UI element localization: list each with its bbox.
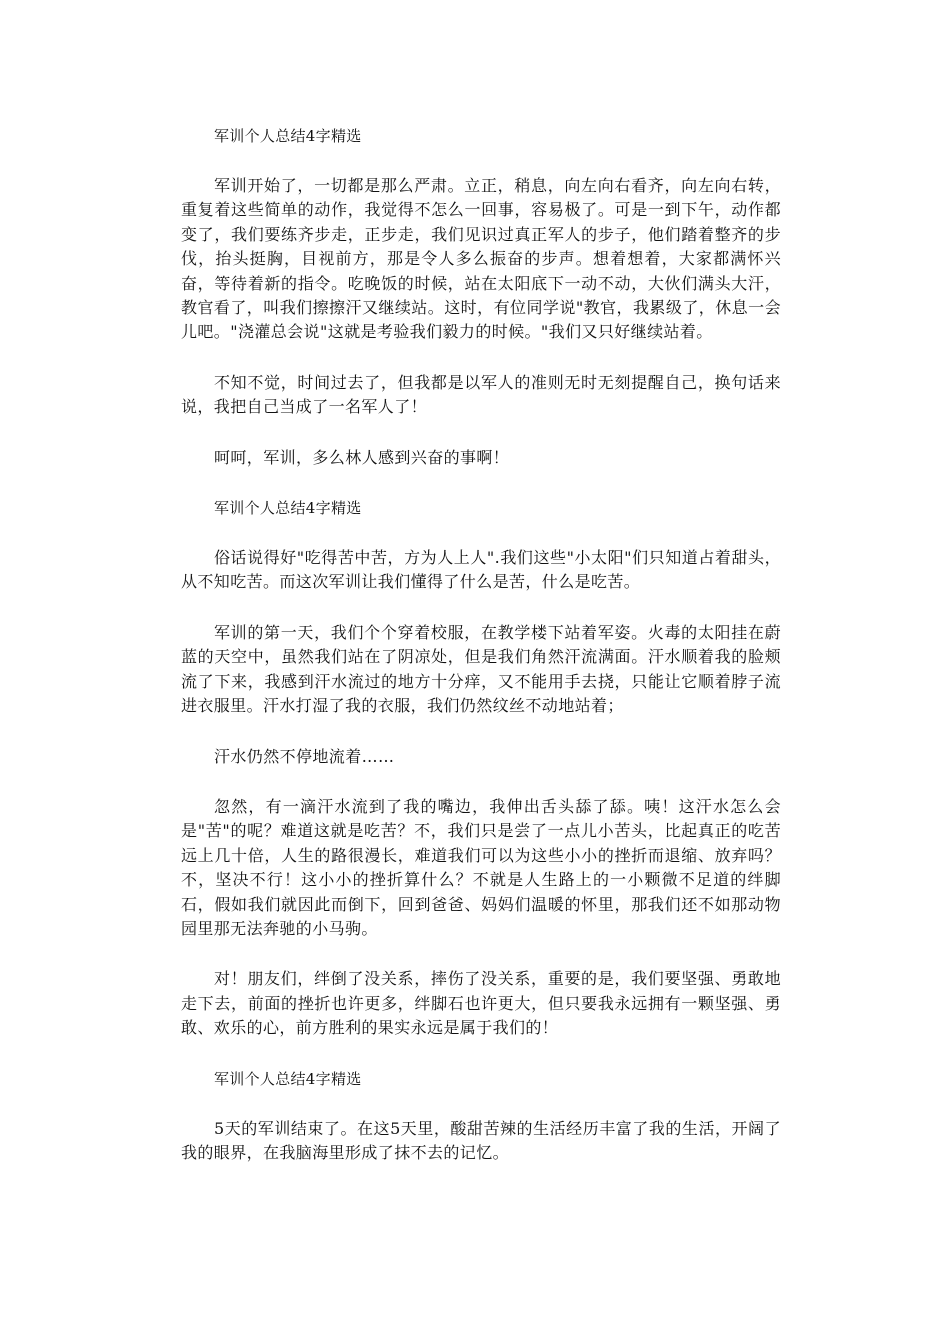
paragraph: 汗水仍然不停地流着……: [214, 746, 395, 766]
spacer: [181, 1091, 781, 1117]
document-body: [181, 124, 781, 1165]
spacer: [181, 520, 781, 546]
spacer: [181, 1041, 781, 1067]
paragraph: 呵呵，军训，多么林人感到兴奋的事啊！: [214, 447, 510, 467]
spacer: [181, 420, 781, 446]
paragraph: 俗话说得好"吃得苦中苦，方为人上人".我们这些"小太阳"们只知道占着甜头，从不知吃苦。而这次军训让我们懂得了什么是苦，什么是吃苦。: [181, 548, 781, 592]
section-title: 军训个人总结4字精选: [214, 127, 362, 145]
paragraph: 军训的第一天，我们个个穿着校服，在教学楼下站着军姿。火毒的太阳挂在蔚蓝的天空中，虽然我们站在了阴凉处，但是我们角然汗流满面。汗水顺着我的脸颊流了下来，我感到汗水流过的地方十分痒，又不能用手去挠，只能让它顺着脖子流进衣服里。汗水打湿了我的衣服，我们仍然纹丝不动地站着；: [181, 622, 781, 716]
section-title: 军训个人总结4字精选: [214, 1069, 362, 1088]
paragraph: 忽然，有一滴汗水流到了我的嘴边，我伸出舌头舔了舔。咦！这汗水怎么会是"苦"的呢？难道这就是吃苦？不，我们只是尝了一点儿小苦头，比起真正的吃苦远上几十倍，人生的路很漫长，难道我们可以为这些小小的挫折而退缩、放弃吗？不，坚决不行！这小小的挫折算什么？不就是人生路上的一小颗微不足道的绊脚石，假如我们就因此而倒下，回到爸爸、妈妈们温暖的怀里，那我们还不如那动物园里那无法奔驰的小马驹。: [181, 796, 781, 938]
spacer: [181, 719, 781, 745]
spacer: [181, 941, 781, 967]
spacer: [181, 345, 781, 371]
paragraph: 5天的军训结束了。在这5天里，酸甜苦辣的生活经历丰富了我的生活，开阔了我的眼界，在我脑海里形成了抹不去的记忆。: [181, 1118, 781, 1162]
spacer: [181, 595, 781, 621]
spacer: [181, 769, 781, 795]
paragraph: 对！朋友们，绊倒了没关系，摔伤了没关系，重要的是，我们要坚强、勇敢地走下去，前面的挫折也许更多，绊脚石也许更大，但只要我永远拥有一颗坚强、勇敢、欢乐的心，前方胜利的果实永远是属于我们的！: [181, 969, 781, 1038]
spacer: [181, 470, 781, 496]
spacer: [181, 148, 781, 174]
section-title: 军训个人总结4字精选: [214, 499, 362, 518]
paragraph: 不知不觉，时间过去了，但我都是以军人的准则无时无刻提醒自己，换句话来说，我把自己当成了一名军人了！: [181, 372, 781, 417]
paragraph: 军训开始了，一切都是那么严肃。立正，稍息，向左向右看齐，向左向右转，重复着这些简单的动作，我觉得不怎么一回事，容易极了。可是一到下午，动作都变了，我们要练齐步走，正步走，我们见识过真正军人的步子，他们踏着整齐的步伐，抬头挺胸，目视前方，那是令人多么振奋的步声。想着想着，大家都满怀兴奋，等待着新的指令。吃晚饭的时候，站在太阳底下一动不动，大伙们满头大汗，教官看了，叫我们擦擦汗又继续站。这时，有位同学说"教官，我累级了，休息一会儿吧。"浇灌总会说"这就是考验我们毅力的时候。"我们又只好继续站着。: [181, 176, 781, 342]
